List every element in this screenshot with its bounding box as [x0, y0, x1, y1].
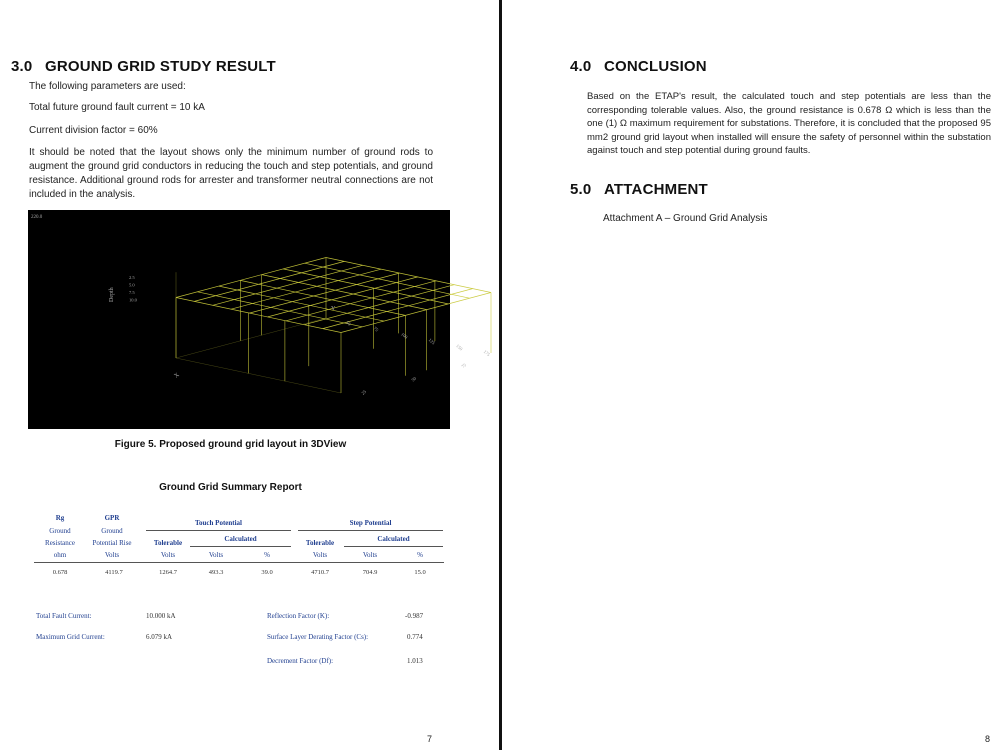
- step-calculated-value: 704.9: [362, 569, 378, 576]
- step-percent-value: 15.0: [414, 569, 426, 576]
- section-heading-results: [11, 58, 276, 75]
- depth-tick: 5.0: [129, 282, 135, 288]
- depth-tick: 10.0: [129, 297, 137, 303]
- depth-tick: 2.5: [129, 275, 135, 280]
- section-title: GROUND GRID STUDY RESULT: [45, 58, 276, 75]
- decrement-value: 1.013: [407, 657, 423, 665]
- rg-value: 0.678: [52, 569, 68, 576]
- section-heading-attachment: [570, 181, 708, 198]
- grid-conductor: [240, 280, 405, 315]
- step-calculated-header: Calculated: [377, 535, 410, 543]
- fault-current-text: Total future ground fault current = 10 kA: [29, 102, 205, 113]
- touch-percent-value: 39.0: [261, 569, 273, 576]
- attachment-title: ATTACHMENT: [604, 181, 708, 198]
- grid-conductor: [283, 269, 448, 304]
- grid-conductor: [326, 258, 491, 293]
- x-tick: 75: [460, 362, 468, 370]
- axis-ticks: [345, 320, 491, 396]
- y-tick: 125: [427, 337, 437, 346]
- conclusion-paragraph: Based on the ETAP's result, the calculated touch and step potentials are less than the corresponding tolerable values. Also, the ground resistance is 0.678 Ω which is less than the one (1) Ω maximum requirement for substations. Therefore, it is concluded that the proposed 95 mm2 ground grid layout when installed will ensure the safety of personnel within the substation against touch and step potential during ground faults.: [587, 91, 991, 156]
- total-fault-label: Total Fault Current:: [36, 612, 92, 620]
- attachment-item: Attachment A – Ground Grid Analysis: [603, 213, 768, 224]
- table-header-rule: [34, 562, 444, 563]
- grid-conductor: [219, 286, 384, 321]
- conclusion-title: CONCLUSION: [604, 58, 707, 75]
- max-grid-value: 6.079 kA: [146, 633, 173, 641]
- grid-conductor: [305, 263, 470, 298]
- touch-potential-header: Touch Potential: [195, 519, 242, 527]
- y-tick: 150: [455, 343, 464, 352]
- grid-conductor: [213, 265, 363, 305]
- touch-calculated-unit: Volts: [208, 551, 224, 559]
- y-tick: 50: [345, 319, 352, 327]
- decrement-label: Decrement Factor (Df):: [267, 657, 334, 665]
- step-percent-unit: %: [417, 551, 423, 559]
- ground-grid-3d-figure: [28, 210, 492, 429]
- touch-calc-rule: [190, 546, 291, 547]
- page-number-left: 7: [427, 734, 433, 744]
- touch-header-rule: [146, 530, 291, 531]
- section-number: 3.0: [11, 58, 33, 75]
- step-tolerable-value: 4710.7: [311, 569, 329, 576]
- step-tolerable-unit: Volts: [312, 551, 328, 559]
- ground-grid-3d-plot: [28, 210, 492, 429]
- step-header-rule: [298, 530, 443, 531]
- touch-tolerable-value: 1264.7: [159, 569, 177, 576]
- page-number-right: 8: [985, 734, 991, 744]
- grid-base-edge: [176, 318, 326, 358]
- note-paragraph: It should be noted that the layout shows only the minimum number of ground rods to augment the ground grid conductors in reducing the touch and step potentials, and ground resistance. Additional ground rods for arrester and transformer neutral connections are not included in the analysis.: [29, 147, 433, 200]
- report-title: Ground Grid Summary Report: [159, 482, 302, 493]
- total-fault-value: 10.000 kA: [146, 612, 176, 620]
- conclusion-number: 4.0: [570, 58, 592, 75]
- gpr-sub2: Potential Rise: [92, 539, 132, 547]
- figure-caption: Figure 5. Proposed ground grid layout in 3DView: [114, 439, 347, 450]
- step-tolerable-header: Tolerable: [305, 539, 335, 547]
- step-calc-rule: [344, 546, 443, 547]
- document-page-right: [502, 0, 1000, 750]
- grid-conductor: [249, 273, 399, 313]
- division-factor-text: Current division factor = 60%: [29, 125, 158, 136]
- depth-tick: 7.5: [129, 290, 135, 295]
- max-grid-label: Maximum Grid Current:: [36, 633, 105, 641]
- grid-conductor: [194, 261, 344, 301]
- step-potential-header: Step Potential: [349, 519, 392, 527]
- grid-conductor: [176, 298, 341, 333]
- grid-conductor: [268, 277, 418, 317]
- gpr-unit: Volts: [104, 551, 120, 559]
- grid-conductor: [262, 275, 427, 310]
- grid-conductor: [176, 258, 326, 298]
- attachment-number: 5.0: [570, 181, 592, 198]
- surface-value: 0.774: [407, 633, 423, 641]
- touch-percent-unit: %: [264, 551, 270, 559]
- touch-tolerable-header: Tolerable: [153, 539, 183, 547]
- grid-conductor: [231, 269, 381, 309]
- rg-unit: ohm: [53, 551, 67, 559]
- y-tick: 75: [372, 325, 380, 333]
- grid-conductors: [176, 258, 491, 394]
- grid-conductor: [197, 292, 362, 327]
- x-tick: 50: [410, 375, 418, 383]
- grid-conductor: [304, 285, 454, 325]
- intro-text: The following parameters are used:: [29, 81, 186, 92]
- y-axis-label: Y: [331, 306, 336, 312]
- rg-sub1: Ground: [49, 527, 71, 535]
- depth-axis-label: Depth: [109, 287, 115, 302]
- grid-conductor: [341, 293, 491, 333]
- x-axis-label: X: [173, 372, 181, 380]
- x-tick: 25: [360, 389, 368, 396]
- y-tick: 175: [482, 349, 492, 358]
- grid-base-edge: [176, 358, 341, 393]
- touch-tolerable-unit: Volts: [160, 551, 176, 559]
- gpr-sub1: Ground: [101, 527, 123, 535]
- gpr-header: GPR: [104, 514, 120, 522]
- depth-ticks: [129, 275, 138, 303]
- reflection-value: -0.987: [405, 612, 424, 620]
- document-page-left: [0, 0, 499, 750]
- touch-calculated-value: 493.3: [208, 569, 224, 576]
- figure-corner-label: 220.0: [31, 215, 43, 220]
- rg-header: Rg: [55, 514, 65, 522]
- touch-calculated-header: Calculated: [224, 535, 257, 543]
- reflection-label: Reflection Factor (K):: [267, 612, 330, 620]
- surface-label: Surface Layer Derating Factor (Cs):: [267, 633, 369, 641]
- gpr-value: 4119.7: [105, 569, 123, 576]
- y-tick: 100: [400, 331, 409, 340]
- step-calculated-unit: Volts: [362, 551, 378, 559]
- section-heading-conclusion: [570, 58, 707, 75]
- rg-sub2: Resistance: [45, 539, 75, 547]
